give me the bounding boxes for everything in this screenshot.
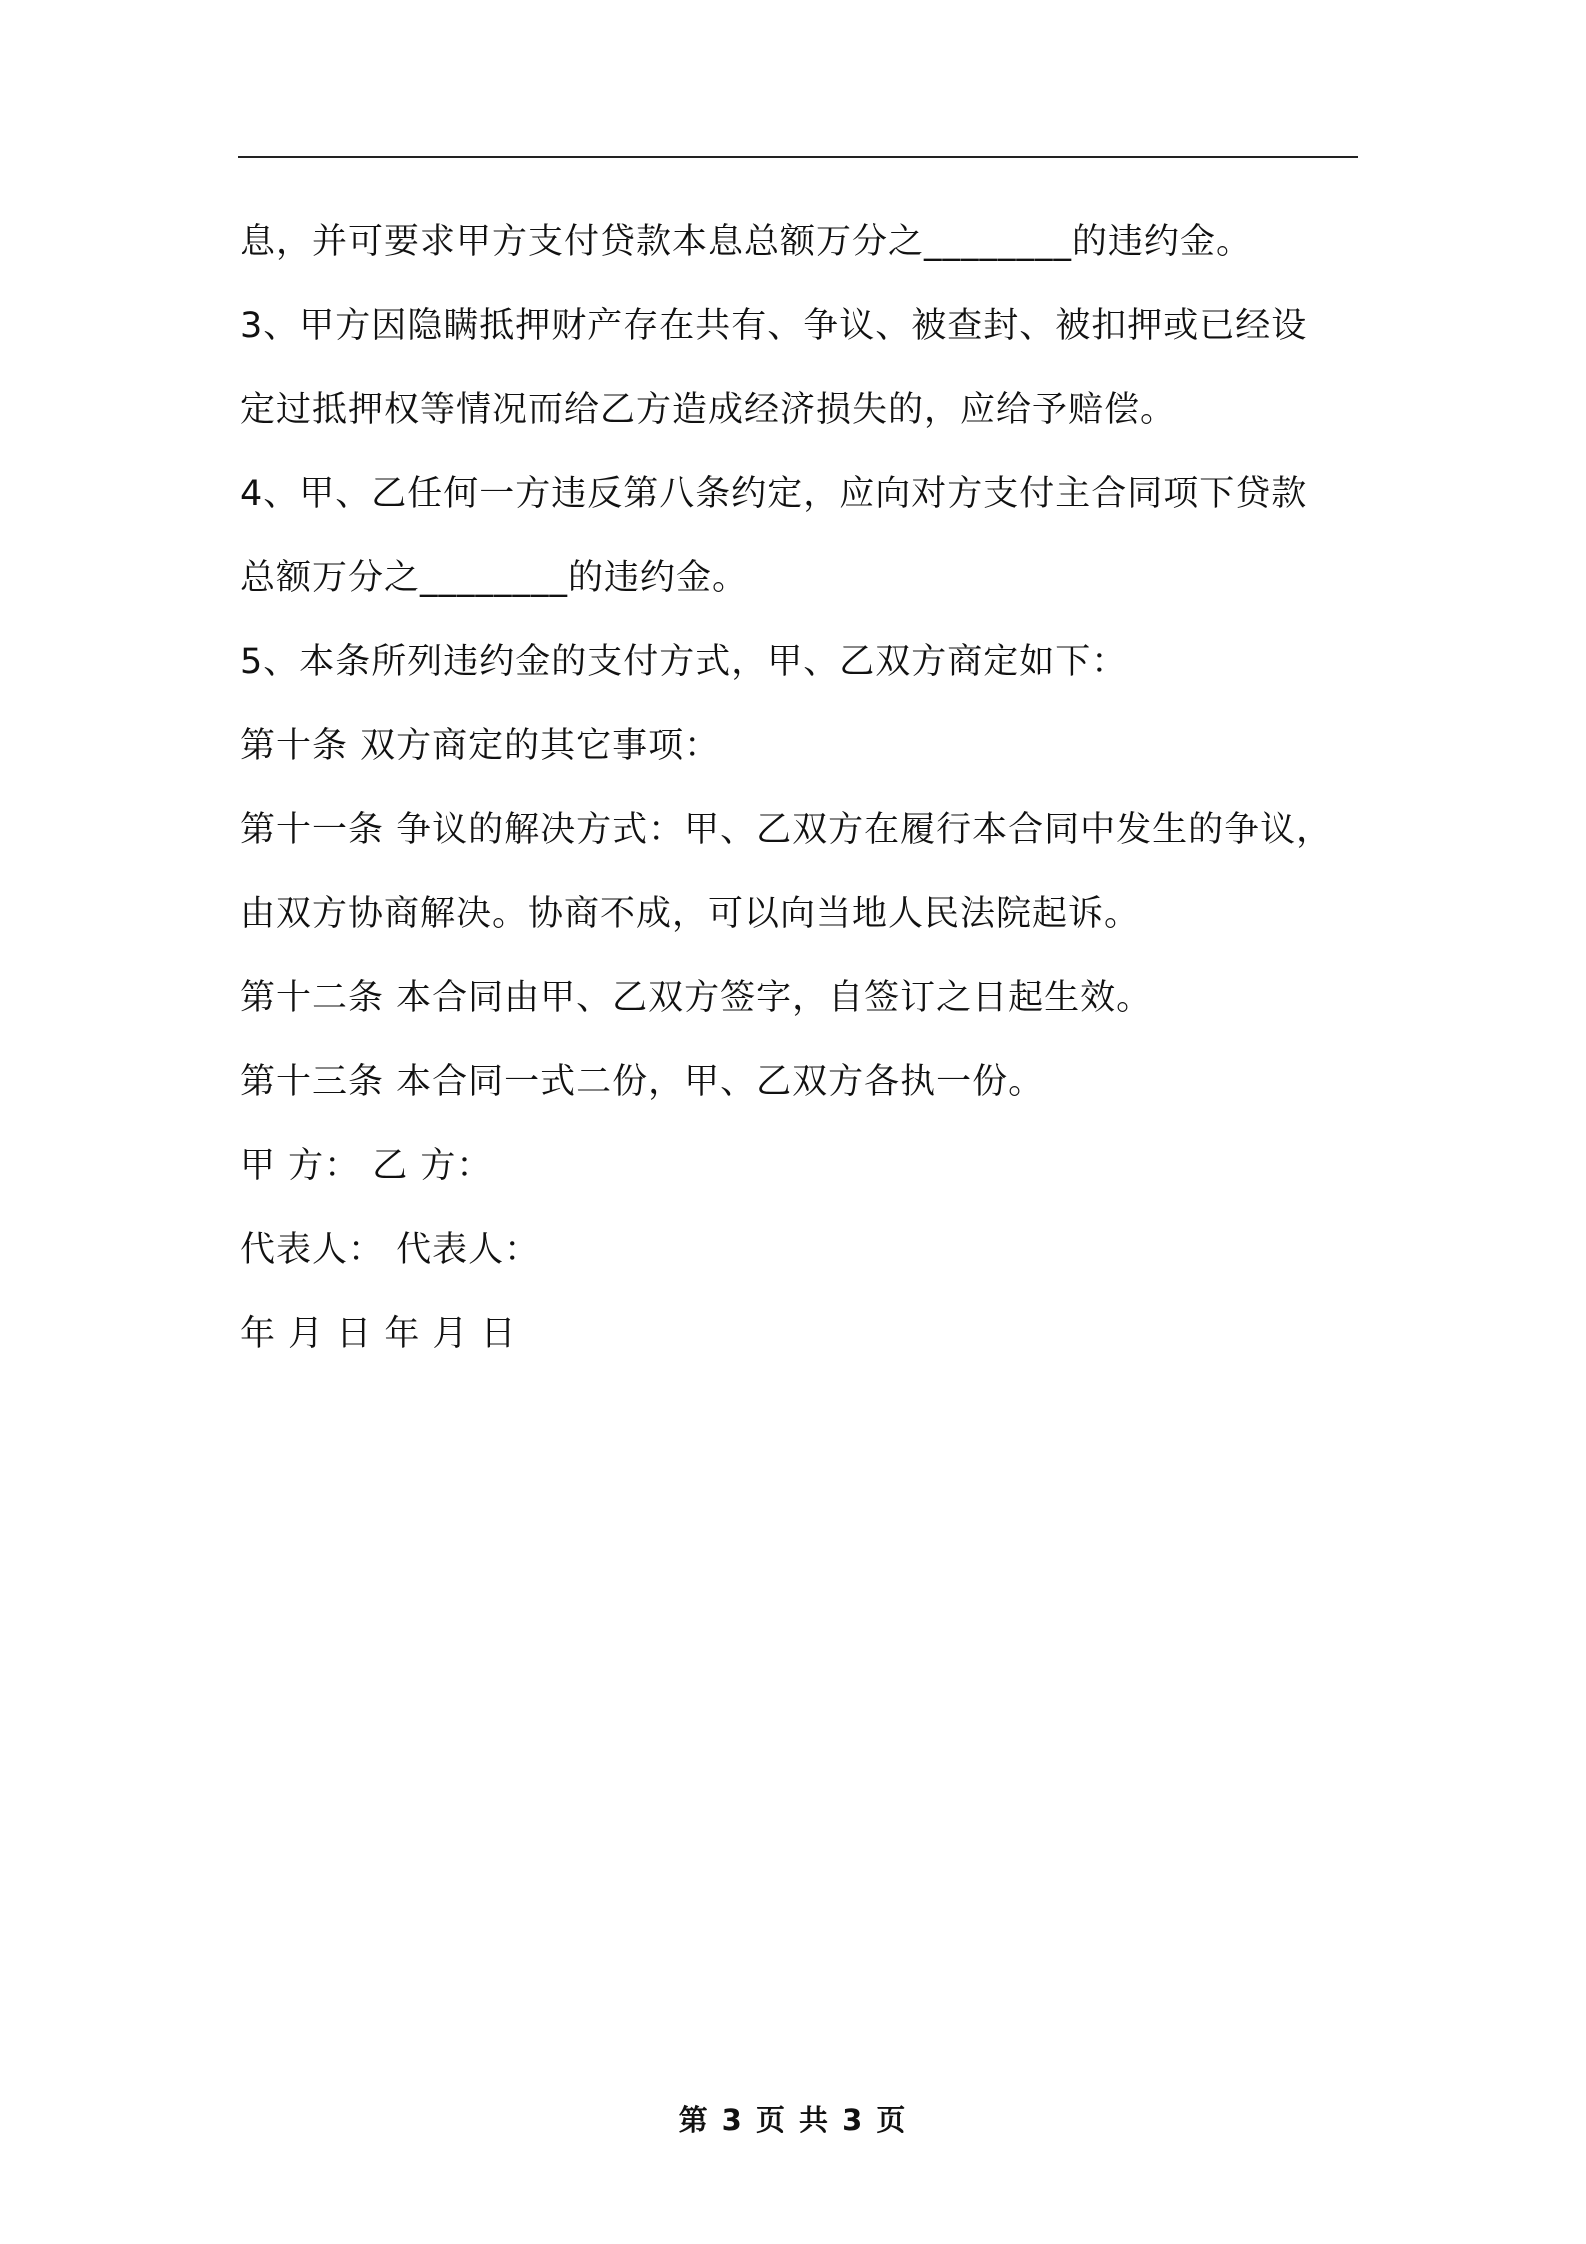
page-number-footer: 第 3 页 共 3 页 — [678, 2103, 908, 2137]
text-line-clause-4-start: 4、甲、乙任何一方违反第八条约定，应向对方支付主合同项下贷款 — [240, 474, 1308, 514]
text-line-clause-3-start: 3、甲方因隐瞒抵押财产存在共有、争议、被查封、被扣押或已经设 — [240, 306, 1308, 346]
text-line-clause-5: 5、本条所列违约金的支付方式，甲、乙双方商定如下： — [240, 642, 1128, 682]
article-12: 第十二条 本合同由甲、乙双方签字，自签订之日起生效。 — [240, 978, 1153, 1018]
article-13: 第十三条 本合同一式二份，甲、乙双方各执一份。 — [240, 1062, 1045, 1102]
document-body — [240, 200, 1365, 1376]
text-line-penalty-interest: 息，并可要求甲方支付贷款本息总额万分之________的违约金。 — [240, 222, 1253, 262]
signature-parties: 甲 方： 乙 方： — [240, 1146, 493, 1186]
article-10: 第十条 双方商定的其它事项： — [240, 726, 721, 766]
text-line-clause-4-end: 总额万分之________的违约金。 — [240, 558, 749, 598]
text-line-clause-3-end: 定过抵押权等情况而给乙方造成经济损失的，应给予赔偿。 — [240, 390, 1177, 430]
article-11-start: 第十一条 争议的解决方式：甲、乙双方在履行本合同中发生的争议， — [240, 810, 1333, 850]
signature-representatives: 代表人： 代表人： — [240, 1230, 541, 1270]
header-rule — [238, 156, 1358, 158]
signature-dates: 年 月 日 年 月 日 — [240, 1314, 517, 1354]
article-11-end: 由双方协商解决。协商不成，可以向当地人民法院起诉。 — [240, 894, 1141, 934]
